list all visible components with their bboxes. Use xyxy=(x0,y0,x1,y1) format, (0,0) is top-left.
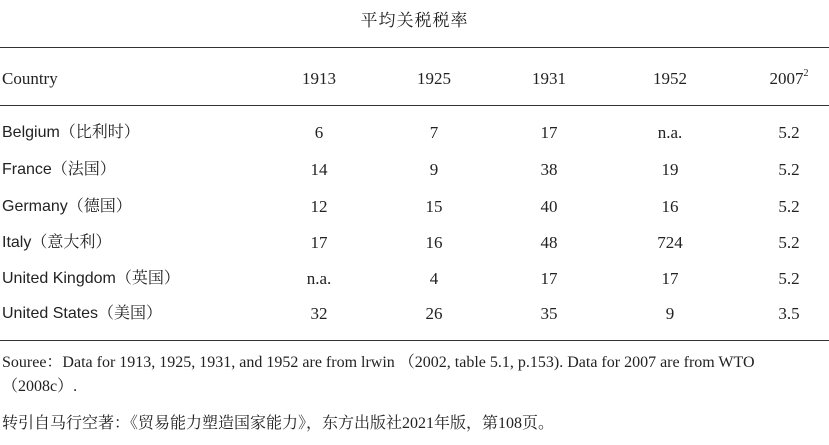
value-2007: 5.2 xyxy=(778,233,800,252)
value-2007: 3.5 xyxy=(778,304,800,323)
value-1925: 26 xyxy=(425,304,443,323)
value-2007: 5.2 xyxy=(778,269,800,288)
value-1913: 32 xyxy=(310,304,328,323)
value-1931: 17 xyxy=(540,123,558,142)
value-1913: 6 xyxy=(314,123,324,142)
value-1931: 48 xyxy=(540,233,558,252)
value-1913: 14 xyxy=(310,160,328,179)
value-1913: 17 xyxy=(310,233,328,252)
country-cell: United States（美国） xyxy=(2,305,163,322)
header-rule xyxy=(0,105,829,106)
value-1925: 4 xyxy=(429,269,439,288)
country-cell: United Kingdom（英国） xyxy=(2,270,180,287)
table-row xyxy=(0,118,829,148)
bottom-rule xyxy=(0,340,829,341)
country-cell: Italy（意大利） xyxy=(2,234,112,251)
table-row xyxy=(0,192,829,222)
value-1925: 16 xyxy=(425,233,443,252)
table-row xyxy=(0,299,829,329)
value-1925: 9 xyxy=(429,160,439,179)
value-1913: 12 xyxy=(310,197,328,216)
value-2007: 5.2 xyxy=(778,123,800,142)
country-cell: Belgium（比利时） xyxy=(2,124,140,141)
top-rule xyxy=(0,47,829,48)
value-1952: 724 xyxy=(657,233,683,252)
value-1952: 9 xyxy=(665,304,675,323)
value-1925: 7 xyxy=(429,123,439,142)
header-1931: 1931 xyxy=(532,69,566,88)
header-2007-label: 2007 xyxy=(769,69,804,88)
value-1925: 15 xyxy=(425,197,443,216)
value-1931: 38 xyxy=(540,160,558,179)
value-1952: n.a. xyxy=(657,123,683,142)
citation-source: 转引自马行空著：《贸易能力塑造国家能力》，东方出版社2021年版，第108页。 xyxy=(2,415,555,432)
value-1952: 16 xyxy=(661,197,679,216)
table-header xyxy=(0,64,829,94)
header-1952: 1952 xyxy=(653,69,687,88)
value-1952: 17 xyxy=(661,269,679,288)
value-2007: 5.2 xyxy=(778,160,800,179)
country-cell: France（法国） xyxy=(2,161,116,178)
table-title: 平均关税税率 xyxy=(360,11,469,30)
value-2007: 5.2 xyxy=(778,197,800,216)
table-row xyxy=(0,228,829,258)
table-row xyxy=(0,155,829,185)
header-2007-footnote: 2 xyxy=(803,68,809,79)
table-row xyxy=(0,264,829,294)
header-country: Country xyxy=(2,69,58,88)
header-1913: 1913 xyxy=(302,69,336,88)
value-1952: 19 xyxy=(661,160,679,179)
country-cell: Germany（德国） xyxy=(2,198,132,215)
value-1931: 35 xyxy=(540,304,558,323)
value-1931: 17 xyxy=(540,269,558,288)
table-note: Souree：Data for 1913, 1925, 1931, and 1952 are from lrwin （2002, table 5.1, p.153). Data for 2007 are from WTO（2008c）. xyxy=(2,354,755,395)
value-1931: 40 xyxy=(540,197,558,216)
header-1925: 1925 xyxy=(417,69,451,88)
header-2007 xyxy=(749,64,829,94)
value-1913: n.a. xyxy=(306,269,332,288)
